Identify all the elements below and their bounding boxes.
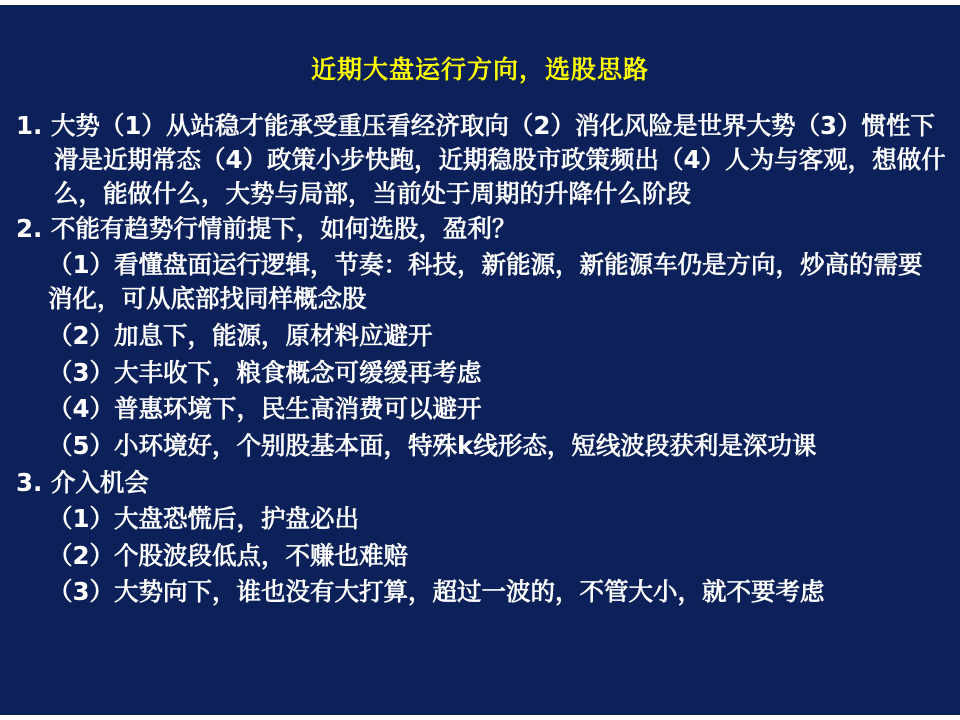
outline-item-2-5-text: （5）小环境好，个别股基本面，特殊k线形态，短线波段获利是深功课 xyxy=(48,431,817,461)
outline-item-3-2-text: （2）个股波段低点，不赚也难赔 xyxy=(48,540,409,570)
outline-item-2 xyxy=(8,212,952,246)
outline-item-2-1 xyxy=(8,248,952,316)
outline-item-2-2-text: （2）加息下，能源，原材料应避开 xyxy=(48,320,433,350)
outline-item-3-3-text: （3）大势向下，谁也没有大打算，超过一波的，不管大小，就不要考虑 xyxy=(48,577,825,607)
outline-item-2-4-text: （4）普惠环境下，民生高消费可以避开 xyxy=(48,394,482,424)
outline-item-3 xyxy=(8,466,952,500)
outline-item-2-3 xyxy=(8,356,952,390)
outline-item-2-3-text: （3）大丰收下，粮食概念可缓缓再考虑 xyxy=(48,357,482,387)
outline-item-2-text: 2. 不能有趋势行情前提下，如何选股，盈利？ xyxy=(16,214,517,244)
outline-item-2-4 xyxy=(8,392,952,426)
outline-item-1 xyxy=(8,109,952,210)
outline-item-3-3 xyxy=(8,575,952,609)
outline-item-3-text: 3. 介入机会 xyxy=(16,467,149,497)
outline-item-3-2 xyxy=(8,539,952,573)
outline-item-2-5 xyxy=(8,429,952,463)
slide-content xyxy=(0,5,960,715)
outline-item-2-2 xyxy=(8,319,952,353)
slide-title: 近期大盘运行方向，选股思路 xyxy=(310,55,649,84)
outline-item-3-1-text: （1）大盘恐慌后，护盘必出 xyxy=(48,503,360,533)
outline-item-3-1 xyxy=(8,502,952,536)
outline-item-2-1-text: （1）看懂盘面运行逻辑，节奏：科技，新能源，新能源车仍是方向，炒高的需要消化，可从底部找同样概念股 xyxy=(48,250,923,313)
slide-body xyxy=(8,109,952,609)
outline-item-1-text: 1. 大势（1）从站稳才能承受重压看经济取向（2）消化风险是世界大势（3）惯性下滑是近期常态（4）政策小步快跑，近期稳股市政策频出（4）人为与客观，想做什么，能做什么，大势与局部，当前处于周期的升降什么阶段 xyxy=(16,111,946,208)
